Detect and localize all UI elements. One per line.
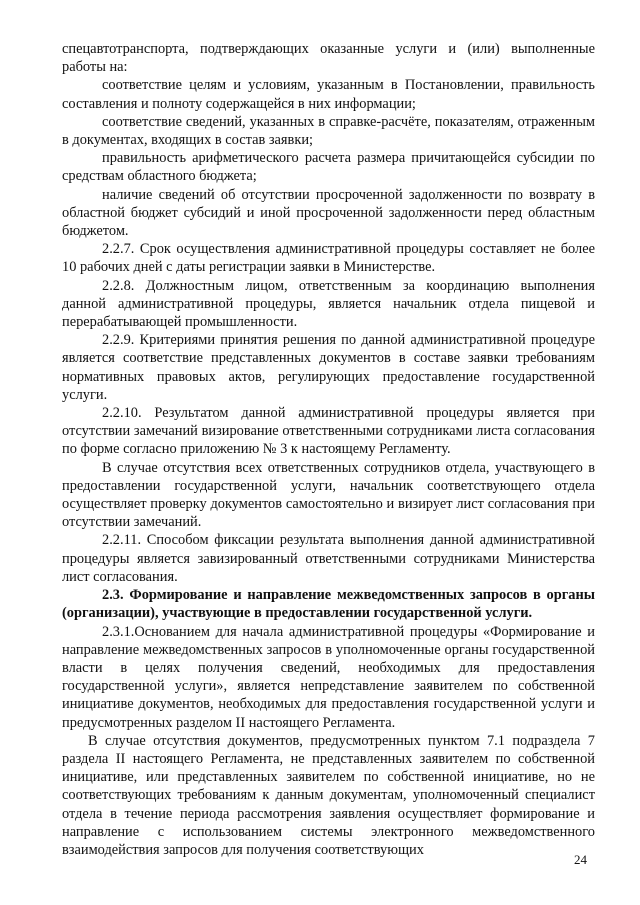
section-heading: 2.3. Формирование и направление межведомственных запросов в органы (организации), участвующие в предоставлении государственной услуги. <box>62 587 595 622</box>
paragraph: В случае отсутствия документов, предусмотренных пунктом 7.1 подраздела 7 раздела II настоящего Регламента, не представленных заявителем по собственной инициативе, или представленных заявителем по собственной инициативе, но не соответствующих требованиям к данным документам, уполномоченный специалист отдела в течение периода рассмотрения заявления осуществляет формирование и направление с использованием системы электронного межведомственного взаимодействия запросов для получения соответствующих <box>62 732 595 858</box>
paragraph: 2.3.1.Основанием для начала административной процедуры «Формирование и направление межведомственных запросов в уполномоченные органы государственной власти в целях получения сведений, необходимых для предоставления государственной услуги», является непредставление заявителем по собственной инициативе документов, необходимых для предоставления государственной услуги и предусмотренных разделом II настоящего Регламента. <box>62 623 595 731</box>
paragraph: 2.2.7. Срок осуществления административной процедуры составляет не более 10 рабочих дней с даты регистрации заявки в Министерстве. <box>62 241 595 276</box>
paragraph: 2.2.8. Должностным лицом, ответственным за координацию выполнения данной административной процедуры, является начальник отдела пищевой и перерабатывающей промышленности. <box>62 277 595 331</box>
page-number: 24 <box>574 852 587 867</box>
paragraph: правильность арифметического расчета размера причитающейся субсидии по средствам областного бюджета; <box>62 150 595 185</box>
paragraph: соответствие сведений, указанных в справке-расчёте, показателям, отраженным в документах, входящих в состав заявки; <box>62 113 595 149</box>
paragraph: 2.2.11. Способом фиксации результата выполнения данной административной процедуры является завизированный ответственными сотрудниками Министерства лист согласования. <box>62 532 595 585</box>
paragraph: наличие сведений об отсутствии просроченной задолженности по возврату в областной бюджет субсидий и иной просроченной задолженности перед областным бюджетом. <box>62 186 595 240</box>
paragraph: 2.2.9. Критериями принятия решения по данной административной процедуре является соответствие представленных документов в составе заявки требованиям нормативных правовых актов, регулирующих предоставление государственной услуги. <box>62 332 595 403</box>
paragraph: спецавтотранспорта, подтверждающих оказанные услуги и (или) выполненные работы на: <box>62 41 595 76</box>
paragraph: 2.2.10. Результатом данной административной процедуры является при отсутствии замечаний визирование ответственными сотрудниками листа согласования по форме согласно приложению № 3 к настоящему Регламенту. <box>62 405 595 458</box>
paragraph: соответствие целям и условиям, указанным в Постановлении, правильность составления и полноту содержащейся в них информации; <box>62 77 595 112</box>
document-page <box>62 40 595 859</box>
paragraph: В случае отсутствия всех ответственных сотрудников отдела, участвующего в предоставлении государственной услуги, начальник соответствующего отдела осуществляет проверку документов самостоятельно и визирует лист согласования при отсутствии замечаний. <box>62 459 595 531</box>
